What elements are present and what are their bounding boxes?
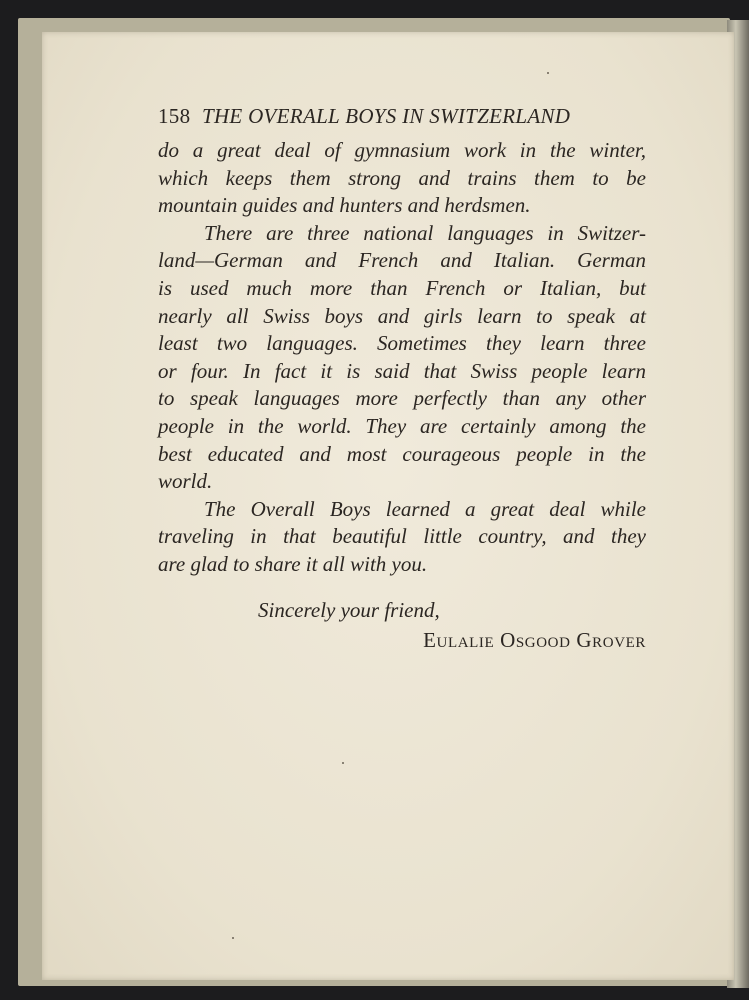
text-line: or four. In fact it is said that Swiss people learn (158, 358, 646, 383)
text-line: best educated and most courageous people in the (158, 441, 646, 466)
text-line: least two languages. Sometimes they learn three (158, 331, 646, 356)
closing-line: Sincerely your friend, (258, 597, 440, 622)
paper-speck (232, 937, 234, 939)
running-head (158, 104, 646, 129)
text-line: people in the world. They are certainly among the (158, 413, 646, 438)
text-line: There are three national languages in Switzer- (204, 220, 646, 245)
text-line: to speak languages more perfectly than any other (158, 386, 646, 411)
text-line: land—German and French and Italian. German (158, 248, 646, 273)
text-line: nearly all Swiss boys and girls learn to speak at (158, 303, 646, 328)
text-line: are glad to share it all with you. (158, 551, 428, 576)
author-signature: Eulalie Osgood Grover (423, 628, 646, 653)
body-text (158, 137, 646, 579)
text-line: world. (158, 469, 213, 494)
text-line: traveling in that beautiful little country, and they (158, 524, 646, 549)
paper-speck (547, 72, 549, 74)
book-page (42, 32, 734, 980)
text-line: do a great deal of gymnasium work in the winter, (158, 138, 646, 162)
paper-speck (342, 762, 344, 764)
text-line: is used much more than French or Italian, but (158, 275, 646, 300)
text-line: The Overall Boys learned a great deal while (204, 496, 646, 521)
text-line: mountain guides and hunters and herdsmen. (158, 193, 531, 218)
running-title: THE OVERALL BOYS IN SWITZERLAND (201, 104, 571, 128)
page-number: 158 (158, 104, 191, 128)
page-content (158, 104, 646, 653)
text-line: which keeps them strong and trains them to be (158, 165, 646, 190)
